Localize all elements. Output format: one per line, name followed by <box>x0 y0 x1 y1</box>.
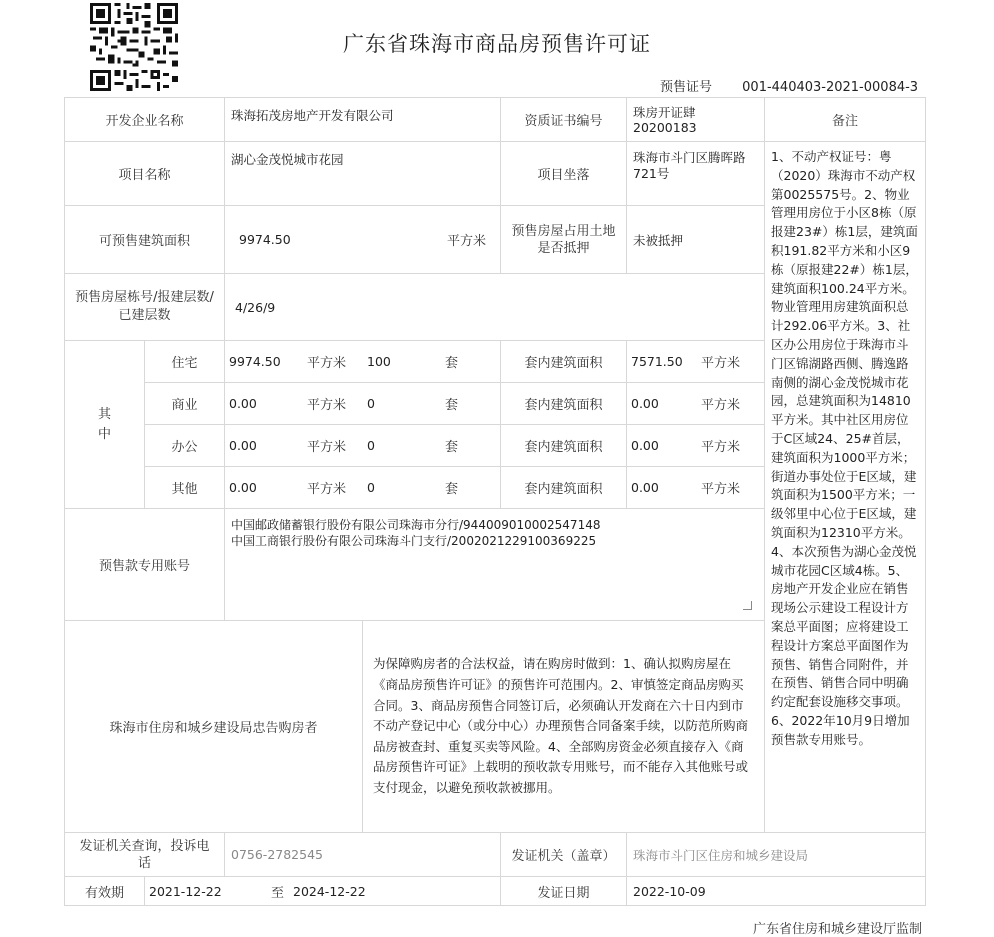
breakdown-area: 0.00 <box>229 438 257 453</box>
presale-area-unit: 平方米 <box>446 234 486 249</box>
breakdown-row <box>225 383 501 425</box>
breakdown-row <box>225 341 501 383</box>
developer-label: 开发企业名称 <box>65 98 225 142</box>
inner-area-unit: 平方米 <box>701 356 741 371</box>
issue-date-label: 发证日期 <box>501 877 627 906</box>
notes-label: 备注 <box>765 98 926 142</box>
breakdown-count-unit: 套 <box>445 356 459 371</box>
inner-area-label: 套内建筑面积 <box>501 341 627 383</box>
breakdown-label-line2: 中 <box>97 426 111 442</box>
project-name-value: 湖心金茂悦城市花园 <box>225 142 501 206</box>
breakdown-unit: 平方米 <box>307 356 347 371</box>
account-label: 预售款专用账号 <box>65 509 225 621</box>
inner-area-label: 套内建筑面积 <box>501 383 627 425</box>
inner-area-unit: 平方米 <box>701 398 741 413</box>
breakdown-count-unit: 套 <box>445 398 459 413</box>
inner-area-value: 0.00 <box>631 396 659 411</box>
presale-area-label: 可预售建筑面积 <box>65 206 225 274</box>
breakdown-type: 其他 <box>145 467 225 509</box>
building-label-line1: 预售房屋栋号/报建层数/ <box>75 290 214 305</box>
account-textarea[interactable] <box>225 509 765 621</box>
inner-area-value: 0.00 <box>631 438 659 453</box>
validity-to: 2024-12-22 <box>293 883 366 899</box>
inner-area-cell <box>627 341 765 383</box>
cert-label: 资质证书编号 <box>501 98 627 142</box>
account-line2: 中国工商银行股份有限公司珠海斗门支行/2002021229100369225 <box>231 534 597 548</box>
page-title: 广东省珠海市商品房预售许可证 <box>343 32 651 56</box>
breakdown-area: 0.00 <box>229 396 257 411</box>
mortgage-label <box>501 206 627 274</box>
breakdown-unit: 平方米 <box>307 398 347 413</box>
location-line2: 721号 <box>633 166 670 181</box>
location-label: 项目坐落 <box>501 142 627 206</box>
contact-label-line2: 话 <box>137 855 151 871</box>
inner-area-value: 0.00 <box>631 480 659 495</box>
breakdown-count: 100 <box>367 354 391 369</box>
breakdown-count-unit: 套 <box>445 440 459 455</box>
permit-number: 001-440403-2021-00084-3 <box>742 80 919 95</box>
inner-area-cell <box>627 383 765 425</box>
cert-value-line2: 20200183 <box>633 119 697 135</box>
resize-handle-icon[interactable] <box>743 601 752 610</box>
issuer-label: 发证机关（盖章） <box>501 833 627 877</box>
validity-label: 有效期 <box>65 877 145 906</box>
building-value: 4/26/9 <box>225 274 765 341</box>
mortgage-label-line2: 是否抵押 <box>537 240 590 256</box>
presale-area-cell <box>225 206 501 274</box>
breakdown-group-label <box>65 341 145 509</box>
breakdown-label-line1: 其 <box>97 406 111 422</box>
inner-area-cell <box>627 467 765 509</box>
footer-supervisor: 广东省住房和城乡建设厅监制 <box>752 922 922 937</box>
breakdown-unit: 平方米 <box>307 440 347 455</box>
cert-value-line1: 珠房开证肆 <box>633 104 696 120</box>
notice-text: 为保障购房者的合法权益，请在购房时做到：1、确认拟购房屋在《商品房预售许可证》的预售许可范围内。2、审慎签定商品房购买合同。3、商品房预售合同签订后，必须确认开发商在六十日内到市不动产登记中心（或分中心）办理预售合同备案手续，以防范所购商品房被查封、重复买卖等风险。4、全部购房资金必须直接存入《商品房预售许可证》上载明的预收款专用账号，而不能存入其他账号或支付现金，以避免预收款被挪用。 <box>363 621 765 833</box>
location-line1: 珠海市斗门区腾晖路 <box>633 150 746 165</box>
building-label-line2: 已建层数 <box>118 308 171 323</box>
mortgage-label-line1: 预售房屋占用土地 <box>511 223 616 239</box>
issuer-value: 珠海市斗门区住房和城乡建设局 <box>627 833 926 877</box>
breakdown-row <box>225 425 501 467</box>
inner-area-unit: 平方米 <box>701 482 741 497</box>
breakdown-count: 0 <box>367 438 375 453</box>
presale-area-value: 9974.50 <box>239 232 291 247</box>
building-label <box>65 274 225 341</box>
inner-area-label: 套内建筑面积 <box>501 467 627 509</box>
inner-area-label: 套内建筑面积 <box>501 425 627 467</box>
validity-range <box>145 877 501 906</box>
breakdown-unit: 平方米 <box>307 482 347 497</box>
account-line1: 中国邮政储蓄银行股份有限公司珠海市分行/944009010002547148 <box>231 518 601 532</box>
breakdown-type: 商业 <box>145 383 225 425</box>
permit-label: 预售证号 <box>660 80 713 95</box>
breakdown-count: 0 <box>367 480 375 495</box>
breakdown-area: 9974.50 <box>229 354 281 369</box>
inner-area-value: 7571.50 <box>631 354 683 369</box>
validity-from: 2021-12-22 <box>149 883 222 899</box>
contact-label-line1: 发证机关查询，投诉电 <box>79 838 210 854</box>
breakdown-row <box>225 467 501 509</box>
project-name-label: 项目名称 <box>65 142 225 206</box>
breakdown-count: 0 <box>367 396 375 411</box>
issue-date-value: 2022-10-09 <box>627 877 926 906</box>
notice-label: 珠海市住房和城乡建设局忠告购房者 <box>65 621 363 833</box>
inner-area-cell <box>627 425 765 467</box>
breakdown-area: 0.00 <box>229 480 257 495</box>
validity-to-label: 至 <box>271 885 285 901</box>
notes-body: 1、不动产权证号：粤（2020）珠海市不动产权第0025575号。2、物业管理用房位于小区8栋（原报建23#）栋1层，建筑面积191.82平方米和小区9栋（原报建22#）栋1层，建筑面积100.24平方米。物业管理用房建筑面积总计292.06平方米。3、社区办公用房位于珠海市斗门区锦湖路西侧、腾逸路南侧的湖心金茂悦城市花园，总建筑面积为14810平方米。其中社区用房位于C区域24、25#首层，建筑面积为1000平方米；街道办事处位于E区域，建筑面积为1500平方米；一级邻里中心位于E区域，建筑面积为12310平方米。4、本次预售为湖心金茂悦城市花园C区域4栋。5、房地产开发企业应在销售现场公示建设工程设计方案总平面图；应将建设工程设计方案总平面图作为预售、销售合同附件，并在预售、销售合同中明确约定配套设施移交事项。6、2022年10月9日增加预售款专用账号。 <box>765 142 926 833</box>
breakdown-type: 办公 <box>145 425 225 467</box>
mortgage-value: 未被抵押 <box>627 206 765 274</box>
cert-value <box>627 98 765 142</box>
contact-label <box>65 833 225 877</box>
contact-phone: 0756-2782545 <box>225 833 501 877</box>
breakdown-type: 住宅 <box>145 341 225 383</box>
inner-area-unit: 平方米 <box>701 440 741 455</box>
developer-value: 珠海拓茂房地产开发有限公司 <box>225 98 501 142</box>
breakdown-count-unit: 套 <box>445 482 459 497</box>
location-value <box>627 142 765 206</box>
permit-table <box>64 97 926 906</box>
permit-number-line <box>660 76 918 95</box>
